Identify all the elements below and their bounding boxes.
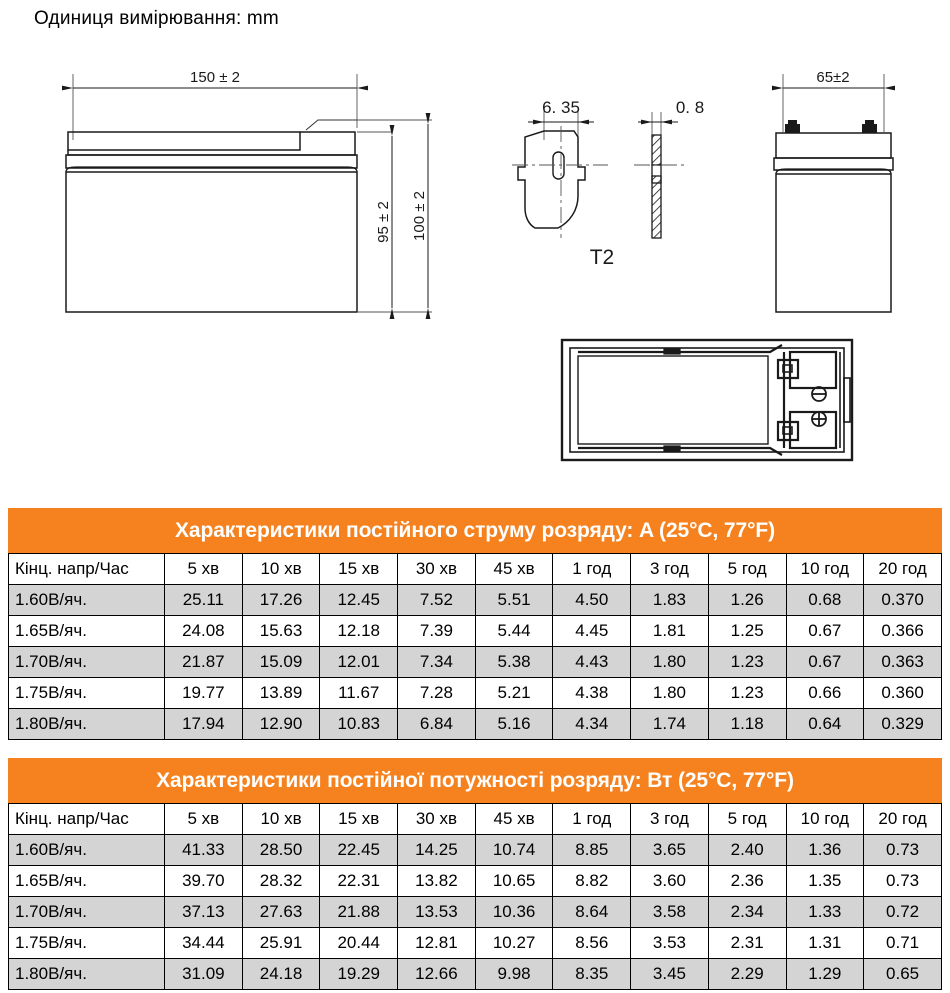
table-cell-value: 15.63: [242, 616, 320, 647]
terminal-width-dimension-label: 6. 35: [542, 98, 580, 117]
table-cell-end-voltage: 1.80В/яч.: [9, 709, 165, 740]
table-cell-value: 3.65: [631, 835, 709, 866]
table-cell-value: 12.18: [320, 616, 398, 647]
table-cell-value: 9.98: [475, 959, 553, 990]
terminal-t2-view: [512, 110, 684, 238]
table-row: [9, 616, 942, 647]
table-cell-value: 0.71: [864, 928, 942, 959]
table-header-cell-duration: 5 хв: [165, 554, 243, 585]
table-cell-value: 5.21: [475, 678, 553, 709]
table-cell-value: 0.67: [786, 647, 864, 678]
table-cell-value: 12.90: [242, 709, 320, 740]
table-cell-value: 10.36: [475, 897, 553, 928]
table-cell-value: 28.32: [242, 866, 320, 897]
table-cell-value: 0.72: [864, 897, 942, 928]
side-view: [774, 74, 893, 312]
table-cell-value: 12.01: [320, 647, 398, 678]
table-cell-value: 15.09: [242, 647, 320, 678]
table-cell-value: 3.45: [631, 959, 709, 990]
constant-current-discharge-section: [8, 508, 942, 740]
table-cell-value: 10.65: [475, 866, 553, 897]
table-header-cell-duration: 3 год: [631, 804, 709, 835]
table-row: [9, 835, 942, 866]
table-cell-value: 1.83: [631, 585, 709, 616]
table-cell-end-voltage: 1.60В/яч.: [9, 585, 165, 616]
table-cell-value: 41.33: [165, 835, 243, 866]
table-cell-value: 19.77: [165, 678, 243, 709]
table-header-cell-duration: 5 год: [708, 804, 786, 835]
table-cell-value: 1.23: [708, 647, 786, 678]
table-header-cell-duration: 1 год: [553, 554, 631, 585]
table-cell-value: 0.64: [786, 709, 864, 740]
table-cell-value: 3.60: [631, 866, 709, 897]
table-cell-value: 31.09: [165, 959, 243, 990]
table-cell-value: 25.91: [242, 928, 320, 959]
table-cell-value: 25.11: [165, 585, 243, 616]
front-inner-height-dimension-label: 95 ± 2: [375, 201, 392, 243]
table-cell-value: 24.08: [165, 616, 243, 647]
table-cell-value: 4.43: [553, 647, 631, 678]
table-cell-value: 11.67: [320, 678, 398, 709]
table-cell-value: 5.16: [475, 709, 553, 740]
table-cell-value: 0.370: [864, 585, 942, 616]
table-cell-end-voltage: 1.80В/яч.: [9, 959, 165, 990]
front-total-height-dimension-label: 100 ± 2: [411, 191, 428, 241]
table-header-cell-duration: 10 год: [786, 554, 864, 585]
table-cell-value: 27.63: [242, 897, 320, 928]
table-cell-value: 12.45: [320, 585, 398, 616]
table-cell-end-voltage: 1.70В/яч.: [9, 647, 165, 678]
table-cell-end-voltage: 1.75В/яч.: [9, 928, 165, 959]
table-cell-value: 8.64: [553, 897, 631, 928]
table-header-cell-duration: 15 хв: [320, 804, 398, 835]
table-cell-value: 7.39: [398, 616, 476, 647]
constant-current-table-head: [9, 554, 942, 585]
positive-terminal-marker: [812, 412, 826, 426]
table-cell-value: 17.94: [165, 709, 243, 740]
table-cell-value: 34.44: [165, 928, 243, 959]
table-header-cell-duration: 45 хв: [475, 554, 553, 585]
side-depth-dimension-label: 65±2: [816, 69, 850, 86]
table-cell-value: 37.13: [165, 897, 243, 928]
table-cell-value: 5.38: [475, 647, 553, 678]
table-cell-value: 1.36: [786, 835, 864, 866]
table-cell-value: 1.80: [631, 678, 709, 709]
table-cell-value: 1.23: [708, 678, 786, 709]
constant-current-table-title: Характеристики постійного струму розряду: A (25°C, 77°F): [8, 508, 942, 553]
table-row: [9, 585, 942, 616]
table-cell-value: 2.34: [708, 897, 786, 928]
top-view: [562, 340, 852, 460]
terminal-type-label: T2: [589, 246, 615, 269]
table-cell-value: 1.31: [786, 928, 864, 959]
table-cell-value: 13.89: [242, 678, 320, 709]
table-header-cell-voltage-time: Кінц. напр/Час: [9, 804, 165, 835]
table-cell-value: 7.52: [398, 585, 476, 616]
table-cell-value: 6.84: [398, 709, 476, 740]
terminal-thickness-dimension-label: 0. 8: [675, 98, 705, 117]
constant-power-table-body: [9, 835, 942, 990]
front-width-dimension-label: 150 ± 2: [190, 69, 240, 86]
table-cell-value: 2.40: [708, 835, 786, 866]
table-cell-value: 8.82: [553, 866, 631, 897]
table-row: [9, 897, 942, 928]
table-cell-value: 2.36: [708, 866, 786, 897]
constant-current-table: [8, 553, 942, 740]
table-header-cell-duration: 45 хв: [475, 804, 553, 835]
table-header-cell-duration: 10 год: [786, 804, 864, 835]
table-cell-end-voltage: 1.75В/яч.: [9, 678, 165, 709]
table-row: [9, 959, 942, 990]
table-header-cell-duration: 5 хв: [165, 804, 243, 835]
table-cell-value: 0.67: [786, 616, 864, 647]
table-cell-value: 24.18: [242, 959, 320, 990]
table-cell-end-voltage: 1.65В/яч.: [9, 866, 165, 897]
table-cell-value: 0.65: [864, 959, 942, 990]
table-cell-value: 0.363: [864, 647, 942, 678]
table-cell-value: 1.18: [708, 709, 786, 740]
table-cell-value: 1.25: [708, 616, 786, 647]
table-header-cell-duration: 30 хв: [398, 804, 476, 835]
table-cell-value: 10.83: [320, 709, 398, 740]
table-cell-value: 8.56: [553, 928, 631, 959]
table-header-cell-duration: 15 хв: [320, 554, 398, 585]
table-cell-value: 7.34: [398, 647, 476, 678]
table-cell-value: 13.53: [398, 897, 476, 928]
table-cell-value: 1.80: [631, 647, 709, 678]
table-header-cell-duration: 1 год: [553, 804, 631, 835]
table-cell-value: 10.74: [475, 835, 553, 866]
table-cell-value: 13.82: [398, 866, 476, 897]
constant-power-table-head: [9, 804, 942, 835]
table-row: [9, 866, 942, 897]
table-cell-value: 20.44: [320, 928, 398, 959]
table-cell-value: 1.74: [631, 709, 709, 740]
table-cell-value: 4.38: [553, 678, 631, 709]
table-cell-value: 21.87: [165, 647, 243, 678]
table-header-cell-duration: 20 год: [864, 804, 942, 835]
unit-of-measurement-note: Одиниця вимірювання: mm: [34, 8, 279, 29]
table-cell-value: 4.45: [553, 616, 631, 647]
table-cell-value: 5.51: [475, 585, 553, 616]
table-cell-value: 3.58: [631, 897, 709, 928]
table-cell-value: 0.329: [864, 709, 942, 740]
table-header-row: [9, 804, 942, 835]
table-cell-value: 19.29: [320, 959, 398, 990]
table-cell-value: 0.366: [864, 616, 942, 647]
table-cell-end-voltage: 1.60В/яч.: [9, 835, 165, 866]
table-cell-end-voltage: 1.70В/яч.: [9, 897, 165, 928]
table-cell-value: 2.29: [708, 959, 786, 990]
table-cell-value: 1.29: [786, 959, 864, 990]
table-cell-value: 4.34: [553, 709, 631, 740]
table-row: [9, 678, 942, 709]
table-cell-value: 22.45: [320, 835, 398, 866]
table-cell-end-voltage: 1.65В/яч.: [9, 616, 165, 647]
table-cell-value: 8.85: [553, 835, 631, 866]
constant-current-table-body: [9, 585, 942, 740]
table-row: [9, 647, 942, 678]
table-cell-value: 1.26: [708, 585, 786, 616]
table-cell-value: 39.70: [165, 866, 243, 897]
table-cell-value: 1.81: [631, 616, 709, 647]
table-cell-value: 1.35: [786, 866, 864, 897]
table-header-cell-duration: 10 хв: [242, 804, 320, 835]
table-cell-value: 21.88: [320, 897, 398, 928]
table-cell-value: 12.81: [398, 928, 476, 959]
table-cell-value: 10.27: [475, 928, 553, 959]
table-cell-value: 4.50: [553, 585, 631, 616]
table-cell-value: 0.73: [864, 835, 942, 866]
table-cell-value: 7.28: [398, 678, 476, 709]
table-cell-value: 12.66: [398, 959, 476, 990]
constant-power-discharge-section: [8, 758, 942, 990]
constant-power-table: [8, 803, 942, 990]
table-cell-value: 17.26: [242, 585, 320, 616]
table-header-cell-duration: 30 хв: [398, 554, 476, 585]
table-cell-value: 8.35: [553, 959, 631, 990]
table-cell-value: 5.44: [475, 616, 553, 647]
constant-power-table-title: Характеристики постійної потужності розряду: Вт (25°C, 77°F): [8, 758, 942, 803]
table-cell-value: 0.73: [864, 866, 942, 897]
table-cell-value: 0.360: [864, 678, 942, 709]
table-header-cell-voltage-time: Кінц. напр/Час: [9, 554, 165, 585]
table-header-cell-duration: 20 год: [864, 554, 942, 585]
table-row: [9, 928, 942, 959]
table-header-row: [9, 554, 942, 585]
table-cell-value: 3.53: [631, 928, 709, 959]
table-header-cell-duration: 3 год: [631, 554, 709, 585]
table-cell-value: 22.31: [320, 866, 398, 897]
table-cell-value: 0.66: [786, 678, 864, 709]
table-cell-value: 0.68: [786, 585, 864, 616]
table-cell-value: 14.25: [398, 835, 476, 866]
table-row: [9, 709, 942, 740]
table-cell-value: 1.33: [786, 897, 864, 928]
negative-terminal-marker: [812, 387, 826, 401]
table-header-cell-duration: 10 хв: [242, 554, 320, 585]
table-header-cell-duration: 5 год: [708, 554, 786, 585]
table-cell-value: 2.31: [708, 928, 786, 959]
front-view: [66, 74, 432, 312]
table-cell-value: 28.50: [242, 835, 320, 866]
